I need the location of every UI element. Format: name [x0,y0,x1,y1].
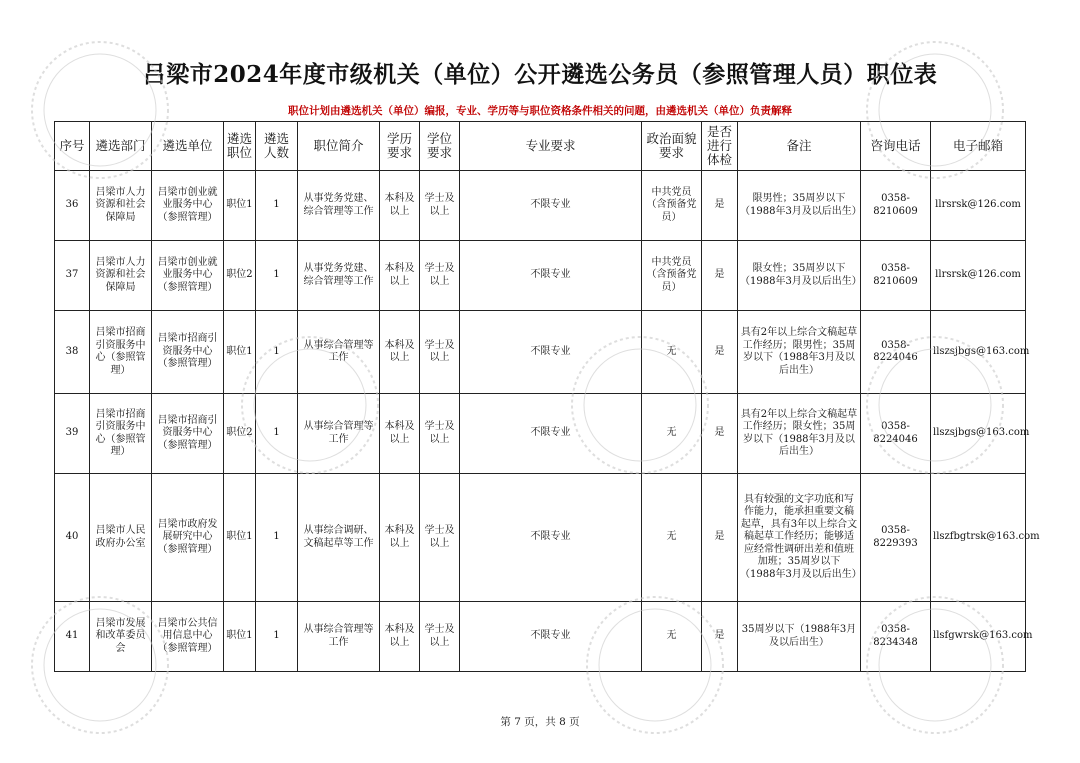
cell-major: 不限专业 [460,474,642,602]
header-political: 政治面貌要求 [642,122,702,171]
table-row [55,241,1026,311]
cell-intro: 从事综合管理等工作 [298,602,380,672]
cell-remark: 具有2年以上综合文稿起草工作经历；限男性；35周岁以下（1988年3月及以后出生） [738,311,861,394]
table-row [55,474,1026,602]
cell-political: 无 [642,602,702,672]
cell-count: 1 [256,394,298,474]
cell-count: 1 [256,474,298,602]
cell-major: 不限专业 [460,241,642,311]
cell-major: 不限专业 [460,171,642,241]
header-physical: 是否进行体检 [702,122,738,171]
table-header-row [55,122,1026,171]
cell-no: 39 [55,394,90,474]
header-phone: 咨询电话 [861,122,931,171]
table-row [55,602,1026,672]
cell-intro: 从事综合管理等工作 [298,311,380,394]
header-unit: 遴选单位 [152,122,224,171]
cell-political: 无 [642,311,702,394]
cell-position: 职位1 [224,474,256,602]
cell-dept: 吕梁市招商引资服务中心（参照管理） [90,394,152,474]
cell-no: 38 [55,311,90,394]
header-count: 遴选人数 [256,122,298,171]
cell-political: 中共党员（含预备党员） [642,241,702,311]
cell-unit: 吕梁市招商引资服务中心（参照管理） [152,394,224,474]
cell-email: llrsrsk@126.com [931,241,1026,311]
cell-degree: 学士及以上 [420,311,460,394]
table-row [55,394,1026,474]
cell-physical: 是 [702,241,738,311]
cell-remark: 限女性；35周岁以下（1988年3月及以后出生） [738,241,861,311]
cell-remark: 35周岁以下（1988年3月及以后出生） [738,602,861,672]
cell-unit: 吕梁市招商引资服务中心（参照管理） [152,311,224,394]
cell-dept: 吕梁市人力资源和社会保障局 [90,171,152,241]
cell-physical: 是 [702,394,738,474]
cell-edu: 本科及以上 [380,394,420,474]
cell-political: 无 [642,474,702,602]
header-position: 遴选职位 [224,122,256,171]
cell-degree: 学士及以上 [420,171,460,241]
cell-email: llsfgwrsk@163.com [931,602,1026,672]
cell-position: 职位1 [224,602,256,672]
cell-degree: 学士及以上 [420,602,460,672]
cell-intro: 从事综合调研、文稿起草等工作 [298,474,380,602]
cell-phone: 0358-8224046 [861,394,931,474]
cell-unit: 吕梁市政府发展研究中心（参照管理） [152,474,224,602]
cell-intro: 从事党务党建、综合管理等工作 [298,171,380,241]
cell-unit: 吕梁市创业就业服务中心（参照管理） [152,171,224,241]
cell-physical: 是 [702,311,738,394]
cell-email: llszsjbgs@163.com [931,394,1026,474]
cell-dept: 吕梁市人民政府办公室 [90,474,152,602]
cell-no: 40 [55,474,90,602]
cell-edu: 本科及以上 [380,474,420,602]
responsibility-notice: 职位计划由遴选机关（单位）编报，专业、学历等与职位资格条件相关的问题，由遴选机关（单位）负责解释 [288,105,792,117]
cell-email: llrsrsk@126.com [931,171,1026,241]
cell-dept: 吕梁市人力资源和社会保障局 [90,241,152,311]
cell-phone: 0358-8234348 [861,602,931,672]
cell-major: 不限专业 [460,311,642,394]
page-number: 第 7 页，共 8 页 [500,716,580,728]
cell-phone: 0358-8224046 [861,311,931,394]
cell-physical: 是 [702,171,738,241]
cell-degree: 学士及以上 [420,241,460,311]
cell-remark: 限男性；35周岁以下（1988年3月及以后出生） [738,171,861,241]
cell-edu: 本科及以上 [380,602,420,672]
cell-intro: 从事综合管理等工作 [298,394,380,474]
header-degree: 学位要求 [420,122,460,171]
cell-phone: 0358-8210609 [861,171,931,241]
cell-unit: 吕梁市创业就业服务中心（参照管理） [152,241,224,311]
cell-edu: 本科及以上 [380,171,420,241]
cell-major: 不限专业 [460,602,642,672]
header-edu: 学历要求 [380,122,420,171]
cell-no: 41 [55,602,90,672]
cell-no: 36 [55,171,90,241]
cell-email: llszfbgtrsk@163.com [931,474,1026,602]
cell-degree: 学士及以上 [420,474,460,602]
page-title: 吕梁市2024年度市级机关（单位）公开遴选公务员（参照管理人员）职位表 [142,61,938,88]
header-remark: 备注 [738,122,861,171]
cell-no: 37 [55,241,90,311]
cell-remark: 具有2年以上综合文稿起草工作经历；限女性；35周岁以下（1988年3月及以后出生） [738,394,861,474]
cell-physical: 是 [702,474,738,602]
cell-position: 职位2 [224,394,256,474]
cell-degree: 学士及以上 [420,394,460,474]
cell-political: 中共党员（含预备党员） [642,171,702,241]
cell-email: llszsjbgs@163.com [931,311,1026,394]
cell-dept: 吕梁市招商引资服务中心（参照管理） [90,311,152,394]
cell-edu: 本科及以上 [380,241,420,311]
table-row [55,311,1026,394]
cell-unit: 吕梁市公共信用信息中心（参照管理） [152,602,224,672]
header-email: 电子邮箱 [931,122,1026,171]
cell-edu: 本科及以上 [380,311,420,394]
cell-position: 职位1 [224,311,256,394]
table-row [55,171,1026,241]
cell-count: 1 [256,171,298,241]
cell-count: 1 [256,311,298,394]
cell-political: 无 [642,394,702,474]
cell-phone: 0358-8229393 [861,474,931,602]
cell-dept: 吕梁市发展和改革委员会 [90,602,152,672]
cell-count: 1 [256,241,298,311]
cell-position: 职位2 [224,241,256,311]
cell-phone: 0358-8210609 [861,241,931,311]
cell-major: 不限专业 [460,394,642,474]
cell-remark: 具有较强的文字功底和写作能力，能承担重要文稿起草，具有3年以上综合文稿起草工作经历；能够适应经常性调研出差和值班加班；35周岁以下（1988年3月及以后出生） [738,474,861,602]
header-major: 专业要求 [460,122,642,171]
positions-table [54,121,1040,672]
cell-count: 1 [256,602,298,672]
cell-intro: 从事党务党建、综合管理等工作 [298,241,380,311]
cell-physical: 是 [702,602,738,672]
header-intro: 职位简介 [298,122,380,171]
header-dept: 遴选部门 [90,122,152,171]
cell-position: 职位1 [224,171,256,241]
header-no: 序号 [55,122,90,171]
